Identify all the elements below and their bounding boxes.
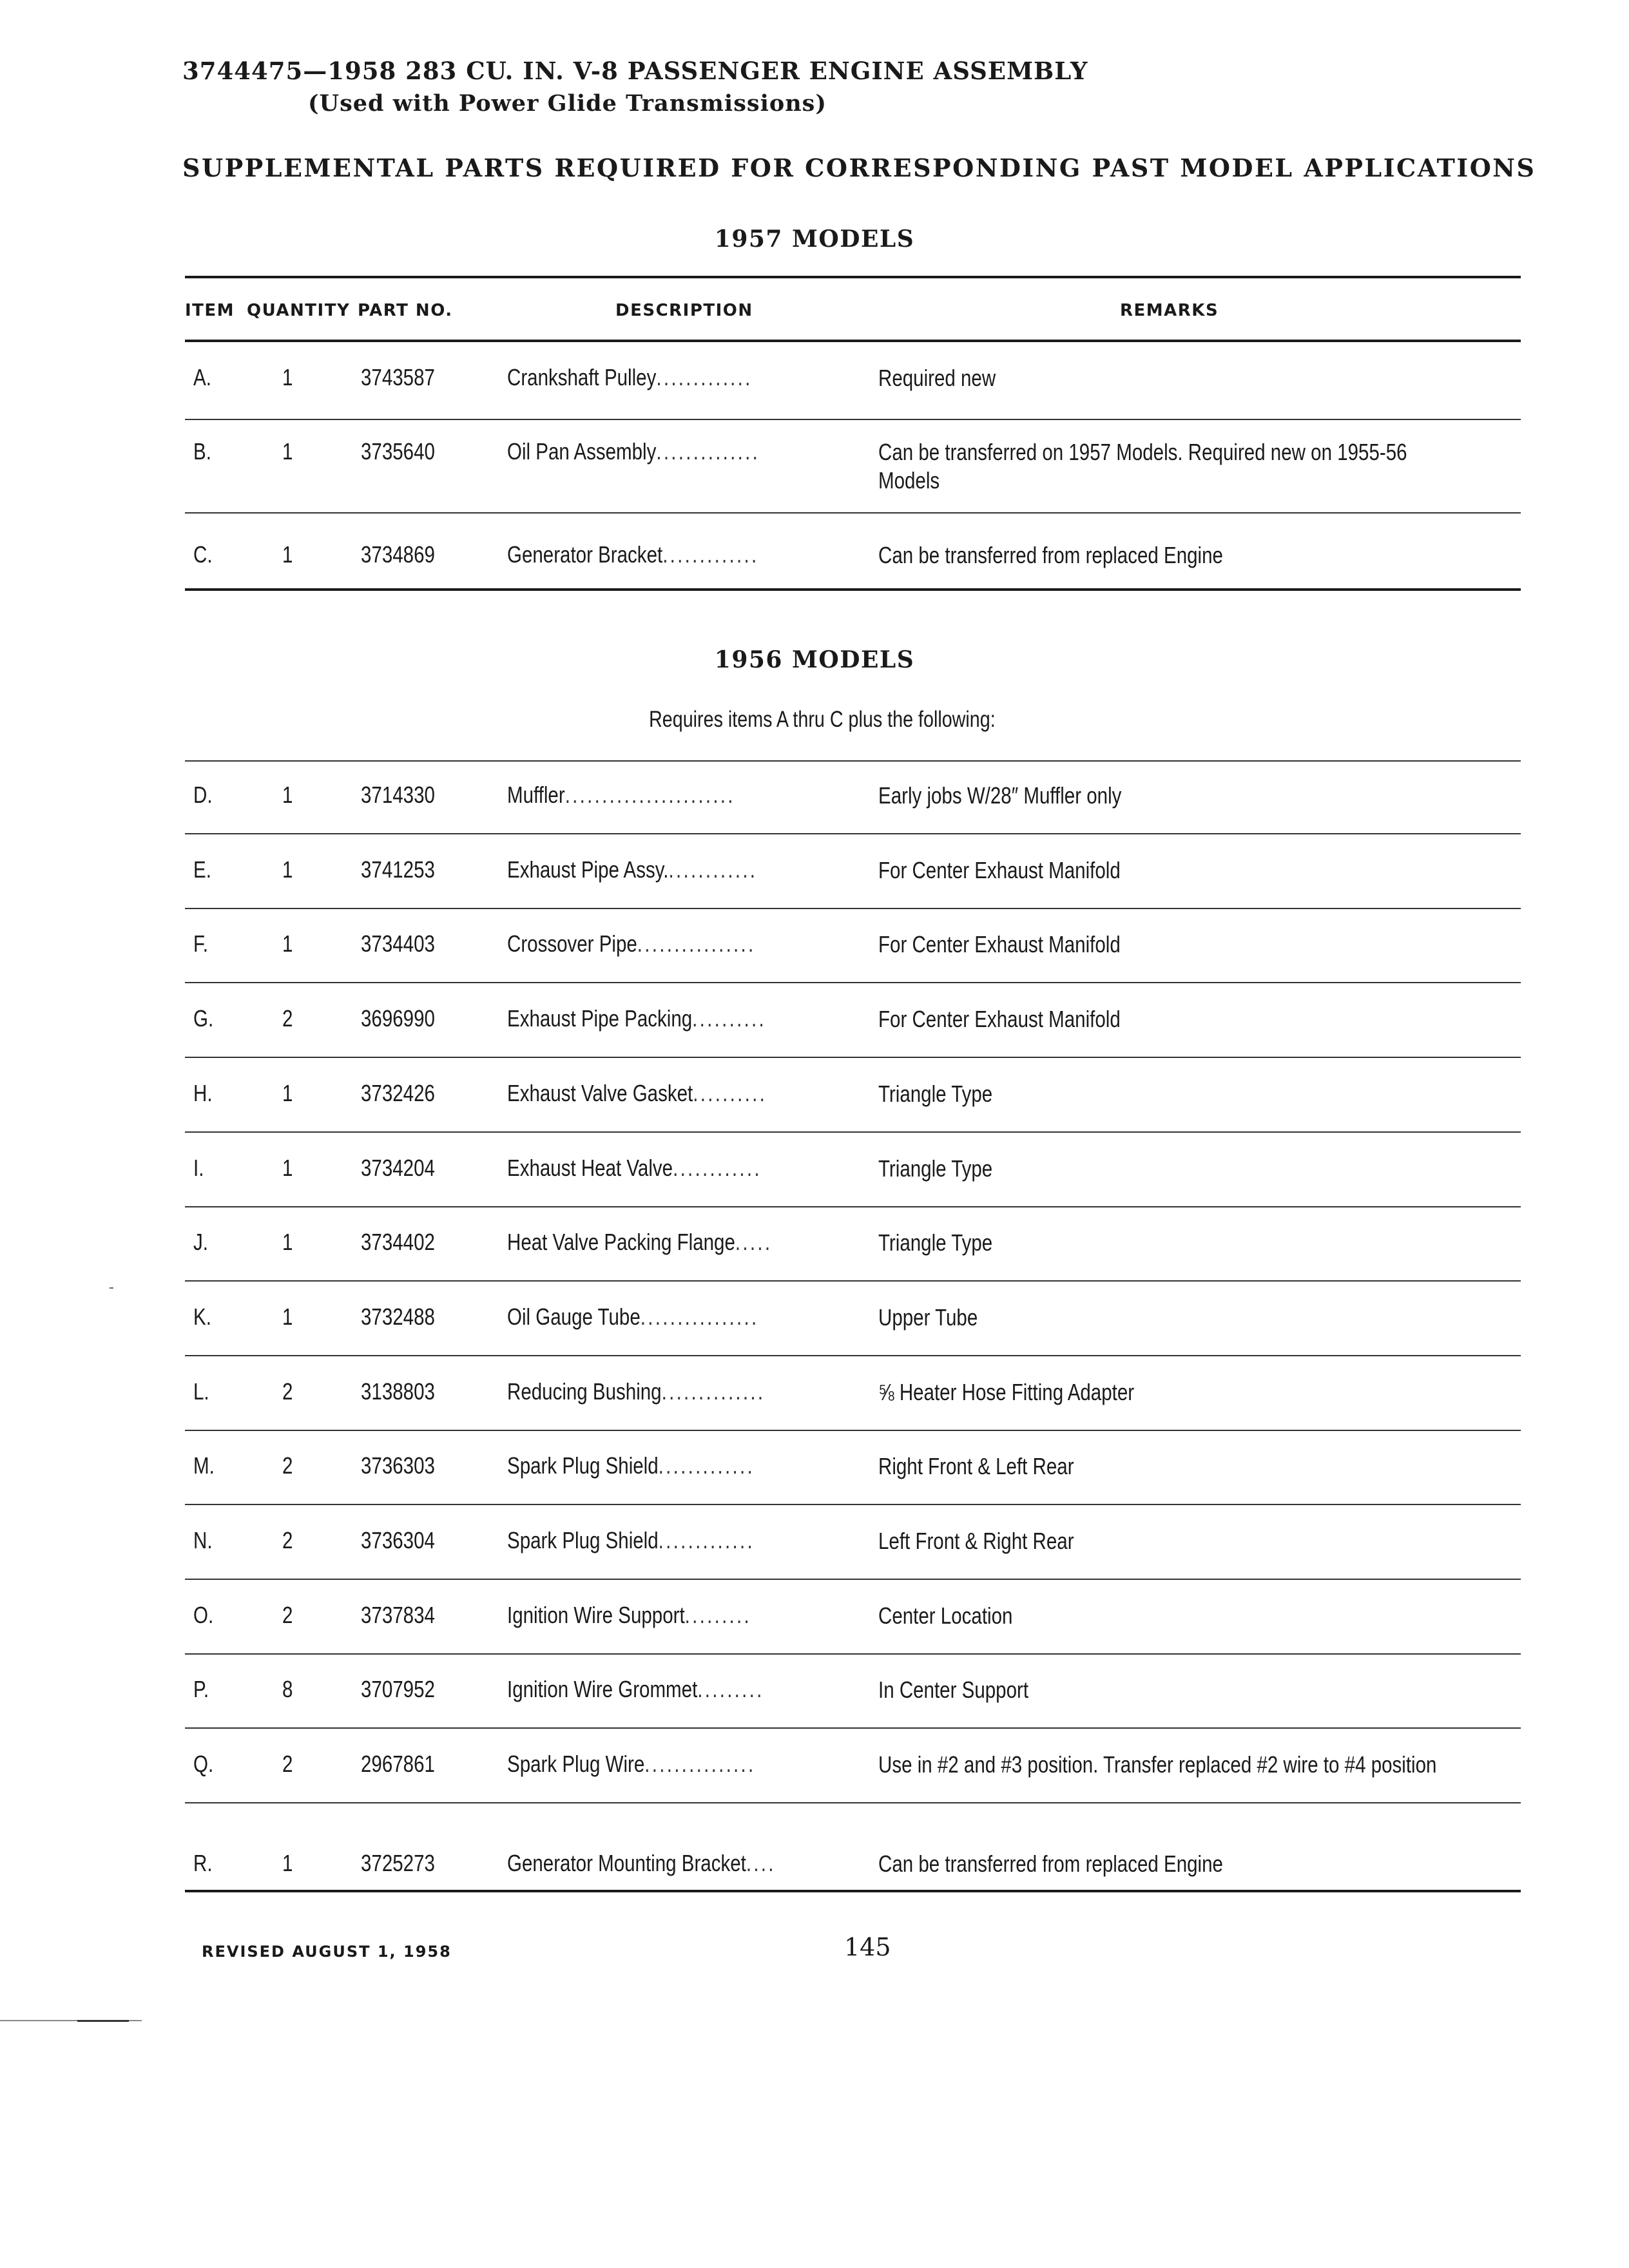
- quantity-cell: 1: [282, 856, 293, 883]
- item-cell: J.: [193, 1229, 208, 1255]
- description-text: Crankshaft Pulley: [507, 364, 657, 390]
- table-row: [0, 438, 1629, 494]
- section-label: MODELS: [792, 646, 915, 673]
- description-cell: [507, 1452, 834, 1479]
- description-text: Ignition Wire Grommet: [507, 1676, 698, 1702]
- table-row: [0, 541, 1629, 580]
- description-text: Generator Bracket: [507, 541, 663, 568]
- quantity-cell: 8: [282, 1676, 293, 1702]
- row-divider: [185, 588, 1521, 591]
- section-year: 1957: [714, 226, 783, 253]
- remarks-cell: Early jobs W/28″ Muffler only: [878, 782, 1122, 809]
- assembly-title: 3744475—1958 283 CU. IN. V-8 PASSENGER ENGINE ASSEMBLY: [182, 57, 1088, 85]
- quantity-cell: 2: [282, 1602, 293, 1628]
- part-number-cell: 3734402: [361, 1229, 435, 1255]
- description-text: Generator Mounting Bracket: [507, 1850, 746, 1876]
- item-cell: B.: [193, 438, 211, 465]
- table-row: [0, 856, 1629, 895]
- table-row: [0, 1080, 1629, 1119]
- item-cell: M.: [193, 1452, 215, 1479]
- row-divider: [185, 982, 1521, 983]
- dot-leader: ..........: [693, 1080, 767, 1106]
- item-cell: Q.: [193, 1751, 214, 1777]
- item-cell: N.: [193, 1527, 213, 1553]
- part-number-cell: 3732488: [361, 1303, 435, 1330]
- row-divider: [185, 760, 1521, 762]
- column-header-item: ITEM: [185, 301, 235, 320]
- item-cell: E.: [193, 856, 211, 883]
- table-row: [0, 1452, 1629, 1491]
- quantity-cell: 2: [282, 1005, 293, 1032]
- section-label: MODELS: [792, 226, 915, 253]
- part-number-cell: 3734869: [361, 541, 435, 568]
- part-number-cell: 3714330: [361, 782, 435, 808]
- item-cell: D.: [193, 782, 213, 808]
- quantity-cell: 2: [282, 1751, 293, 1777]
- dot-leader: ............: [673, 1155, 762, 1181]
- remarks-cell: For Center Exhaust Manifold: [878, 1006, 1121, 1032]
- revised-date: REVISED AUGUST 1, 1958: [202, 1943, 452, 1961]
- supplemental-heading: SUPPLEMENTAL PARTS REQUIRED FOR CORRESPONDING PAST MODEL APPLICATIONS: [182, 153, 1536, 182]
- remarks-cell: ⅝ Heater Hose Fitting Adapter: [878, 1379, 1135, 1405]
- item-cell: A.: [193, 364, 211, 390]
- assembly-subtitle: (Used with Power Glide Transmissions): [308, 90, 827, 117]
- row-divider: [185, 512, 1521, 514]
- description-cell: [507, 782, 834, 809]
- part-number-cell: 3736303: [361, 1452, 435, 1479]
- dot-leader: ................: [637, 930, 756, 957]
- description-cell: [507, 1229, 834, 1256]
- description-cell: [507, 1005, 834, 1032]
- row-divider: [185, 1057, 1521, 1058]
- description-cell: [507, 1303, 834, 1331]
- item-cell: P.: [193, 1676, 209, 1702]
- section-1957-title: [0, 226, 1629, 253]
- description-text: Oil Pan Assembly: [507, 438, 657, 465]
- section-1956-title: [0, 646, 1629, 673]
- part-number-cell: 3734204: [361, 1155, 435, 1181]
- scan-artifact: [77, 2020, 129, 2022]
- dot-leader: ..............: [661, 1378, 766, 1405]
- quantity-cell: 1: [282, 1080, 293, 1106]
- table-row: [0, 1751, 1629, 1789]
- item-cell: O.: [193, 1602, 214, 1628]
- table-row: [0, 1229, 1629, 1267]
- description-text: Exhaust Heat Valve: [507, 1155, 673, 1181]
- remarks-cell: Triangle Type: [878, 1229, 993, 1256]
- page-number: 145: [844, 1933, 891, 1961]
- row-divider: [185, 833, 1521, 834]
- part-number-cell: 3138803: [361, 1378, 435, 1405]
- item-cell: G.: [193, 1005, 214, 1032]
- table-row: [0, 1378, 1629, 1417]
- item-cell: F.: [193, 930, 208, 957]
- row-divider: [185, 1131, 1521, 1133]
- row-divider: [185, 419, 1521, 420]
- dot-leader: .............: [656, 364, 753, 390]
- dot-leader: .........: [697, 1676, 764, 1702]
- row-divider: [185, 908, 1521, 909]
- part-number-cell: 2967861: [361, 1751, 435, 1777]
- dot-leader: .....: [735, 1229, 773, 1255]
- part-number-cell: 3737834: [361, 1602, 435, 1628]
- column-header-rule: [185, 340, 1521, 342]
- item-cell: I.: [193, 1155, 204, 1181]
- remarks-cell: Triangle Type: [878, 1081, 993, 1107]
- part-number-cell: 3734403: [361, 930, 435, 957]
- table-row: [0, 1850, 1629, 1888]
- dot-leader: .......................: [564, 782, 735, 808]
- quantity-cell: 1: [282, 1229, 293, 1255]
- remarks-cell: Required new: [878, 365, 996, 391]
- description-cell: [507, 541, 834, 568]
- row-divider: [185, 1579, 1521, 1580]
- column-header-remarks: REMARKS: [1120, 301, 1219, 320]
- description-cell: [507, 856, 834, 883]
- scan-artifact: [110, 1287, 113, 1289]
- row-divider: [185, 1280, 1521, 1282]
- quantity-cell: 2: [282, 1527, 293, 1553]
- description-cell: [507, 1378, 834, 1405]
- quantity-cell: 2: [282, 1378, 293, 1405]
- item-cell: C.: [193, 541, 213, 568]
- quantity-cell: 1: [282, 438, 293, 465]
- description-text: Spark Plug Wire: [507, 1751, 645, 1777]
- description-cell: [507, 364, 834, 391]
- item-cell: K.: [193, 1303, 211, 1330]
- dot-leader: ...............: [644, 1751, 756, 1777]
- description-text: Crossover Pipe: [507, 930, 637, 957]
- description-text: Spark Plug Shield: [507, 1452, 659, 1479]
- description-cell: [507, 1527, 834, 1554]
- description-cell: [507, 1602, 834, 1629]
- row-divider: [185, 1430, 1521, 1431]
- description-text: Muffler: [507, 782, 565, 808]
- quantity-cell: 1: [282, 930, 293, 957]
- description-text: Spark Plug Shield: [507, 1527, 659, 1553]
- item-cell: R.: [193, 1850, 213, 1876]
- remarks-cell: Left Front & Right Rear: [878, 1528, 1074, 1554]
- description-text: Oil Gauge Tube: [507, 1303, 641, 1330]
- quantity-cell: 1: [282, 1303, 293, 1330]
- dot-leader: ....: [746, 1850, 776, 1876]
- part-number-cell: 3736304: [361, 1527, 435, 1553]
- description-cell: [507, 1850, 834, 1877]
- row-divider: [185, 1653, 1521, 1655]
- table-row: [0, 1676, 1629, 1715]
- remarks-cell: Can be transferred from replaced Engine: [878, 542, 1223, 568]
- part-number-cell: 3725273: [361, 1850, 435, 1876]
- dot-leader: .............: [658, 1527, 755, 1553]
- quantity-cell: 2: [282, 1452, 293, 1479]
- remarks-cell: Center Location: [878, 1602, 1013, 1629]
- description-text: Reducing Bushing: [507, 1378, 662, 1405]
- remarks-cell: Can be transferred on 1957 Models. Required new on 1955-56 Models: [878, 439, 1407, 494]
- description-cell: [507, 438, 834, 465]
- dot-leader: .............: [662, 541, 759, 568]
- item-cell: H.: [193, 1080, 213, 1106]
- table-row: [0, 1527, 1629, 1566]
- row-divider: [185, 1890, 1521, 1892]
- dot-leader: .........: [684, 1602, 752, 1628]
- row-divider: [185, 1802, 1521, 1803]
- description-text: Exhaust Valve Gasket: [507, 1080, 693, 1106]
- quantity-cell: 1: [282, 541, 293, 568]
- table-row: [0, 1602, 1629, 1640]
- part-number-cell: 3743587: [361, 364, 435, 390]
- description-text: Exhaust Pipe Assy.: [507, 856, 669, 883]
- remarks-cell: Right Front & Left Rear: [878, 1453, 1074, 1479]
- column-header-part-no: PART NO.: [358, 301, 453, 320]
- description-cell: [507, 930, 834, 957]
- table-row: [0, 1303, 1629, 1342]
- row-divider: [185, 1504, 1521, 1505]
- description-text: Heat Valve Packing Flange: [507, 1229, 735, 1255]
- description-cell: [507, 1080, 834, 1107]
- quantity-cell: 1: [282, 1155, 293, 1181]
- row-divider: [185, 1727, 1521, 1729]
- table-row: [0, 782, 1629, 820]
- dot-leader: ..........: [692, 1005, 767, 1032]
- quantity-cell: 1: [282, 1850, 293, 1876]
- dot-leader: .............: [658, 1452, 755, 1479]
- section-year: 1956: [714, 646, 783, 673]
- remarks-cell: Upper Tube: [878, 1304, 978, 1331]
- column-header-description: DESCRIPTION: [615, 301, 753, 320]
- part-number-cell: 3735640: [361, 438, 435, 465]
- part-number-cell: 3696990: [361, 1005, 435, 1032]
- row-divider: [185, 1355, 1521, 1356]
- dot-leader: ..............: [656, 438, 760, 465]
- remarks-cell: Triangle Type: [878, 1155, 993, 1182]
- quantity-cell: 1: [282, 364, 293, 390]
- remarks-cell: Can be transferred from replaced Engine: [878, 1850, 1223, 1877]
- description-cell: [507, 1751, 834, 1778]
- description-text: Ignition Wire Support: [507, 1602, 685, 1628]
- dot-leader: ............: [668, 856, 758, 883]
- remarks-cell: For Center Exhaust Manifold: [878, 857, 1121, 883]
- table-row: [0, 1155, 1629, 1193]
- table-row: [0, 364, 1629, 403]
- remarks-cell: In Center Support: [878, 1677, 1029, 1703]
- item-cell: L.: [193, 1378, 209, 1405]
- description-text: Exhaust Pipe Packing: [507, 1005, 693, 1032]
- column-header-quantity: QUANTITY: [247, 301, 351, 320]
- remarks-cell: Use in #2 and #3 position. Transfer replaced #2 wire to #4 position: [878, 1751, 1437, 1778]
- table-row: [0, 930, 1629, 969]
- section-1956-note: Requires items A thru C plus the following:: [649, 707, 996, 732]
- part-number-cell: 3741253: [361, 856, 435, 883]
- table-row: [0, 1005, 1629, 1044]
- description-cell: [507, 1676, 834, 1703]
- row-divider: [185, 1206, 1521, 1207]
- quantity-cell: 1: [282, 782, 293, 808]
- description-cell: [507, 1155, 834, 1182]
- part-number-cell: 3707952: [361, 1676, 435, 1702]
- table-top-rule: [185, 276, 1521, 278]
- dot-leader: ................: [640, 1303, 759, 1330]
- part-number-cell: 3732426: [361, 1080, 435, 1106]
- remarks-cell: For Center Exhaust Manifold: [878, 931, 1121, 957]
